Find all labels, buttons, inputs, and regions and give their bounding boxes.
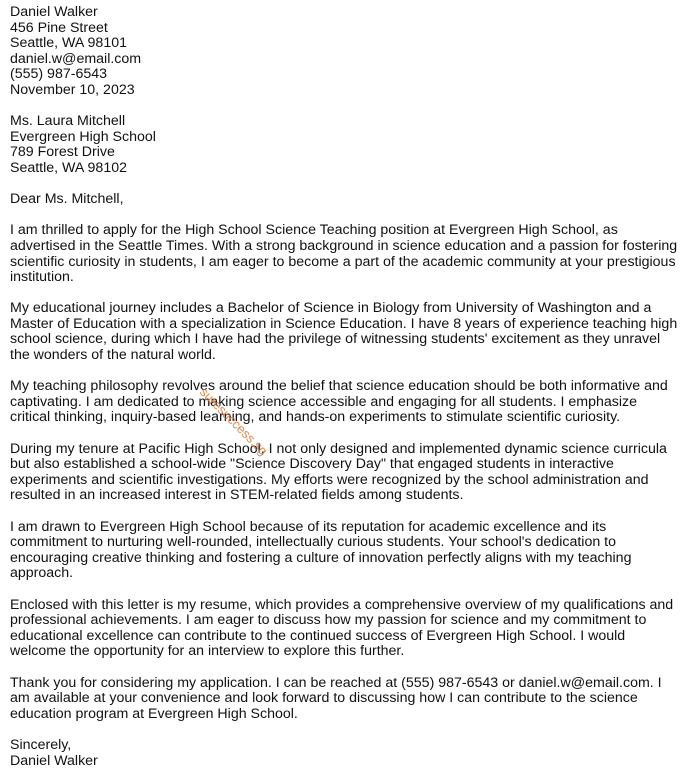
paragraph-line: commitment to nurturing well-rounded, intellectually curious students. Your school's dedication to (10, 535, 692, 551)
paragraph-line: am available at your convenience and look forward to discussing how I can contribute to the science (10, 691, 692, 707)
watermark-text: suresuccess.sg (196, 384, 270, 458)
cover-letter (10, 5, 692, 769)
letter-date: November 10, 2023 (10, 83, 692, 99)
paragraph-line: approach. (10, 566, 692, 582)
sender-street: 456 Pine Street (10, 21, 692, 37)
paragraph-line: education program at Evergreen High School. (10, 707, 692, 723)
paragraph-line: Thank you for considering my application. I can be reached at (555) 987-6543 or daniel.w@email.com. I (10, 676, 692, 692)
body-paragraph-3 (10, 379, 692, 426)
paragraph-line: but also established a school-wide "Science Discovery Day" that engaged students in interactive (10, 457, 692, 473)
paragraph-line: resulted in an increased interest in STEM-related fields among students. (10, 488, 692, 504)
sender-address-block (10, 5, 692, 99)
body-paragraph-6 (10, 598, 692, 660)
paragraph-line: critical thinking, inquiry-based learning, and hands-on experiments to stimulate scientific curiosity. (10, 410, 692, 426)
paragraph-line: captivating. I am dedicated to making science accessible and engaging for all students. I emphasize (10, 395, 692, 411)
body-paragraph-2 (10, 301, 692, 363)
salutation (10, 192, 692, 208)
paragraph-line: institution. (10, 270, 692, 286)
paragraph-line: the wonders of the natural world. (10, 348, 692, 364)
paragraph-line: encouraging creative thinking and fostering a culture of innovation perfectly aligns with my teaching (10, 551, 692, 567)
body-paragraph-1 (10, 223, 692, 285)
paragraph-line: welcome the opportunity for an interview to explore this further. (10, 644, 692, 660)
signature-name: Daniel Walker (10, 754, 692, 769)
sender-city-state-zip: Seattle, WA 98101 (10, 36, 692, 52)
body-paragraph-5 (10, 520, 692, 582)
paragraph-line: I am thrilled to apply for the High School Science Teaching position at Evergreen High School, as (10, 223, 692, 239)
paragraph-line: I am drawn to Evergreen High School because of its reputation for academic excellence and its (10, 520, 692, 536)
recipient-address-block (10, 114, 692, 176)
paragraph-line: My teaching philosophy revolves around the belief that science education should be both informative and (10, 379, 692, 395)
recipient-street: 789 Forest Drive (10, 145, 692, 161)
paragraph-line: Enclosed with this letter is my resume, which provides a comprehensive overview of my qualifications and (10, 598, 692, 614)
valediction: Sincerely, (10, 738, 692, 754)
paragraph-line: school science, during which I have had the privilege of witnessing students' excitement as they unravel (10, 332, 692, 348)
recipient-city-state-zip: Seattle, WA 98102 (10, 161, 692, 177)
body-paragraph-7 (10, 676, 692, 723)
sender-name: Daniel Walker (10, 5, 692, 21)
recipient-name: Ms. Laura Mitchell (10, 114, 692, 130)
paragraph-line: experiments and scientific investigations. My efforts were recognized by the school administration and (10, 473, 692, 489)
sender-email: daniel.w@email.com (10, 52, 692, 68)
body-paragraph-4 (10, 442, 692, 504)
recipient-school: Evergreen High School (10, 130, 692, 146)
paragraph-line: During my tenure at Pacific High School, I not only designed and implemented dynamic science curricula (10, 442, 692, 458)
closing-block (10, 738, 692, 769)
salutation-text: Dear Ms. Mitchell, (10, 192, 692, 208)
paragraph-line: advertised in the Seattle Times. With a strong background in science education and a passion for fostering (10, 239, 692, 255)
paragraph-line: Master of Education with a specialization in Science Education. I have 8 years of experience teaching high (10, 317, 692, 333)
paragraph-line: professional achievements. I am eager to discuss how my passion for science and my commitment to (10, 613, 692, 629)
paragraph-line: My educational journey includes a Bachelor of Science in Biology from University of Washington and a (10, 301, 692, 317)
paragraph-line: scientific curiosity in students, I am eager to become a part of the academic community at your prestigious (10, 255, 692, 271)
paragraph-line: educational excellence can contribute to the continued success of Evergreen High School. I would (10, 629, 692, 645)
sender-phone: (555) 987-6543 (10, 67, 692, 83)
